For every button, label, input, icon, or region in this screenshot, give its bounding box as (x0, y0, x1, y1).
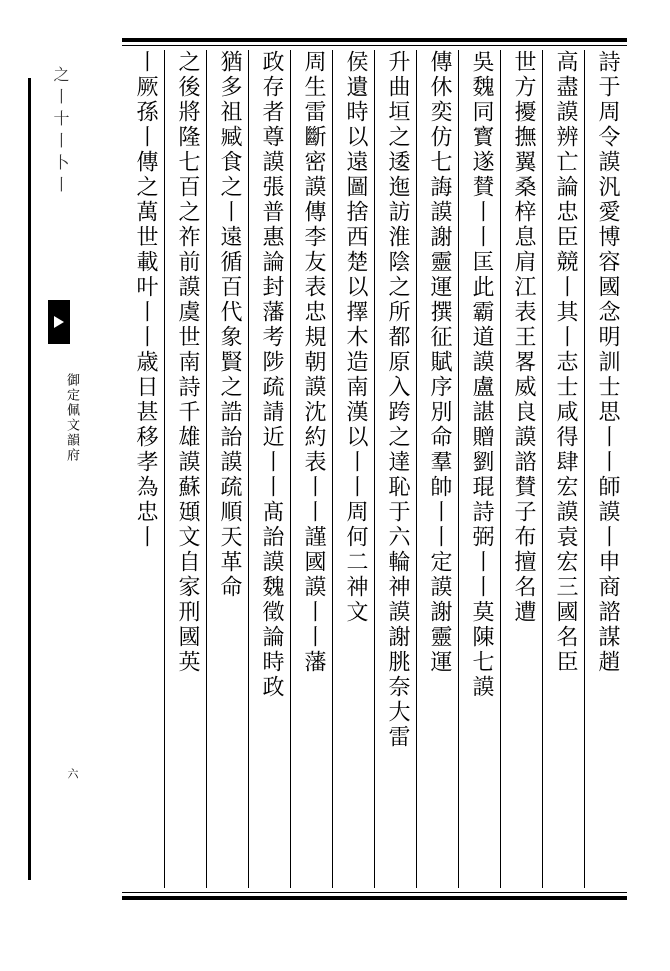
column-text: 之後將隆七百之祚前謨虞世南詩千雄謨蘇頲文自家刑國英 (175, 50, 200, 675)
bottom-border (122, 896, 627, 900)
text-column (335, 50, 375, 888)
bottom-border-inner (122, 892, 627, 893)
column-text: 侯遺時以遠圖捨西楚以擇木造南漢以丨丨周何二神文 (343, 50, 368, 625)
column-text: 猶多祖臧食之丨遠循百代象賢之誥詒謨疏順天革命 (217, 50, 242, 600)
left-page-strip (28, 38, 122, 900)
text-column (125, 50, 165, 888)
text-column (419, 50, 459, 888)
text-column (587, 50, 627, 888)
text-column (293, 50, 333, 888)
fore-edge-line (28, 78, 31, 880)
previous-page-fragment: 之丨十丨卜丨 (51, 66, 70, 198)
folio-number: 六 (66, 768, 79, 779)
top-border-inner (122, 45, 627, 46)
fish-tail-mark (48, 300, 70, 344)
text-block (122, 38, 627, 900)
text-column (251, 50, 291, 888)
text-column (545, 50, 585, 888)
column-text: 丨厥孫丨傳之萬世載叶丨丨歳日甚移孝為忠丨 (133, 50, 158, 550)
top-border (122, 38, 627, 42)
column-text: 詩于周令謨汎愛博容國念明訓士思丨丨師謨丨申商諮謀趙 (595, 50, 620, 675)
column-text: 世方擾撫翼桑梓息肩江表王畧威良謨諮賛子布擅名遭 (511, 50, 536, 625)
text-column (167, 50, 207, 888)
column-text: 政存者尊謨張普惠論封藩考陟疏請近丨丨髙詒謨魏徵論時政 (259, 50, 284, 700)
margin-book-title: 御定佩文韻府 (64, 373, 79, 463)
text-column (209, 50, 249, 888)
text-column (461, 50, 501, 888)
column-text: 吳魏同寳遂賛丨丨匡此霸道謨盧諶贈劉琨詩弼丨丨莫陳七謨 (469, 50, 494, 700)
column-text: 升曲垣之逶迤訪淮陰之所都原入跨之達恥于六輪神謨謝朓奈大雷 (385, 50, 410, 750)
text-column (503, 50, 543, 888)
column-text: 傳休奕仿七誨謨謝靈運撰征賦序別命羣帥丨丨定謨謝靈運 (427, 50, 452, 675)
column-text: 高盡謨辨亡論忠臣競丨其丨志士咸得肆宏謨袁宏三國名臣 (553, 50, 578, 675)
text-column (377, 50, 417, 888)
column-text: 周生雷斷密謨傳李友表忠規朝謨沈約表丨丨謹國謨丨丨藩 (301, 50, 326, 675)
